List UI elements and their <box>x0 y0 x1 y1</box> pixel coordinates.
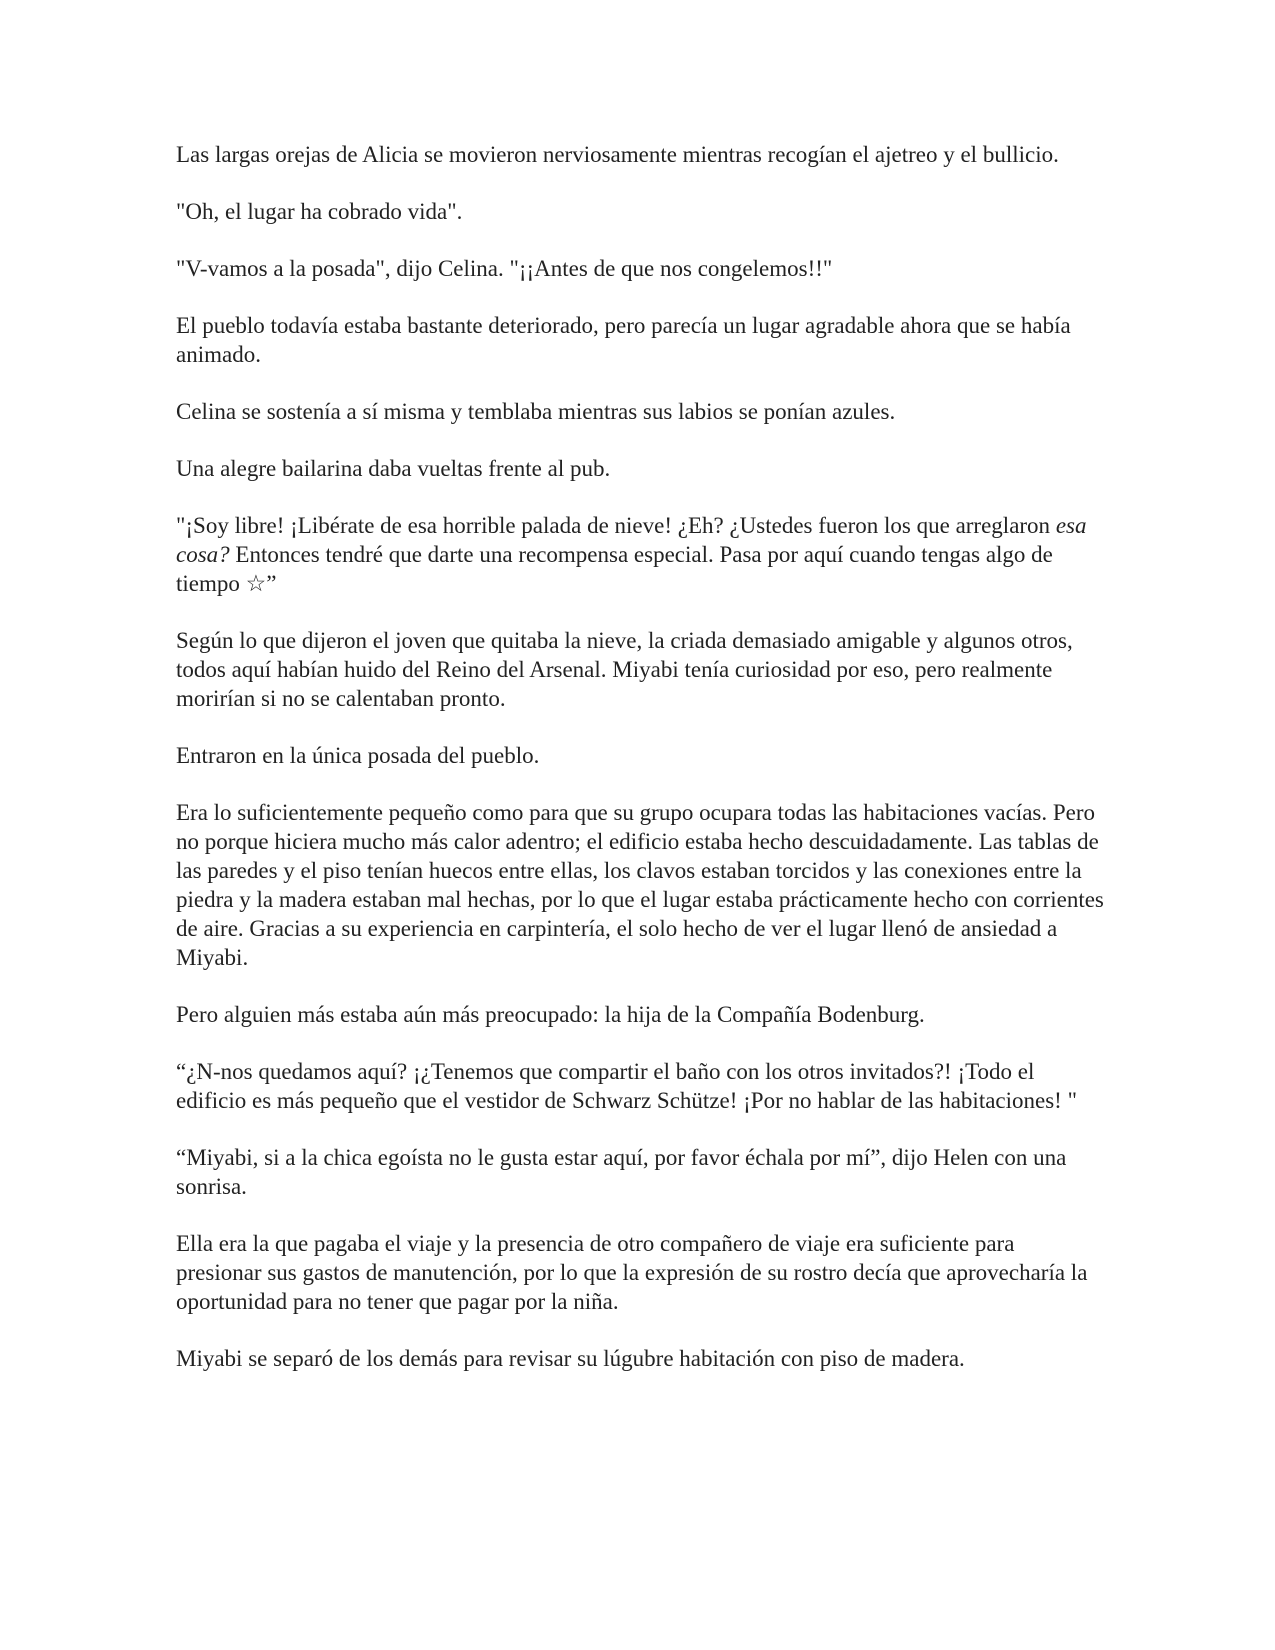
paragraph-13: “Miyabi, si a la chica egoísta no le gusta estar aquí, por favor échala por mí”, dijo Helen con una sonrisa. <box>176 1145 1067 1199</box>
paragraph-1: Las largas orejas de Alicia se movieron nerviosamente mientras recogían el ajetreo y el bullicio. <box>176 142 1059 167</box>
paragraph-12: “¿N-nos quedamos aquí? ¡¿Tenemos que compartir el baño con los otros invitados?! ¡Todo el edificio es más pequeño que el vestidor de Schwarz Schütze! ¡Por no hablar de las habitaciones! " <box>176 1059 1077 1113</box>
paragraph-6: Una alegre bailarina daba vueltas frente al pub. <box>176 456 611 481</box>
paragraph-2: "Oh, el lugar ha cobrado vida". <box>176 199 463 224</box>
paragraph-11: Pero alguien más estaba aún más preocupado: la hija de la Compañía Bodenburg. <box>176 1002 925 1027</box>
paragraph-7-text-before: "¡Soy libre! ¡Libérate de esa horrible palada de nieve! ¿Eh? ¿Ustedes fueron los que arreglaron <box>176 513 1056 538</box>
paragraph-7 <box>176 511 1105 598</box>
paragraph-7-text-after: Entonces tendré que darte una recompensa especial. Pasa por aquí cuando tengas algo de tiempo ☆” <box>176 542 1053 596</box>
paragraph-3: "V-vamos a la posada", dijo Celina. "¡¡Antes de que nos congelemos!!" <box>176 256 833 281</box>
paragraph-10: Era lo suficientemente pequeño como para que su grupo ocupara todas las habitaciones vacías. Pero no porque hiciera mucho más calor adentro; el edificio estaba hecho descuidadamente. Las tablas de las paredes y el piso tenían huecos entre ellas, los clavos estaban torcidos y las conexiones entre la piedra y la madera estaban mal hechas, por lo que el lugar estaba prácticamente hecho con corrientes de aire. Gracias a su experiencia en carpintería, el solo hecho de ver el lugar llenó de ansiedad a Miyabi. <box>176 800 1104 970</box>
paragraph-5: Celina se sostenía a sí misma y temblaba mientras sus labios se ponían azules. <box>176 399 896 424</box>
paragraph-7-italic-text: esa cosa? <box>176 513 1087 567</box>
paragraph-9: Entraron en la única posada del pueblo. <box>176 743 540 768</box>
paragraph-8: Según lo que dijeron el joven que quitaba la nieve, la criada demasiado amigable y algunos otros, todos aquí habían huido del Reino del Arsenal. Miyabi tenía curiosidad por eso, pero realmente morirían si no se calentaban pronto. <box>176 628 1073 711</box>
paragraph-4: El pueblo todavía estaba bastante deteriorado, pero parecía un lugar agradable ahora que se había animado. <box>176 313 1071 367</box>
paragraph-15: Miyabi se separó de los demás para revisar su lúgubre habitación con piso de madera. <box>176 1346 965 1371</box>
paragraph-14: Ella era la que pagaba el viaje y la presencia de otro compañero de viaje era suficiente para presionar sus gastos de manutención, por lo que la expresión de su rostro decía que aprovecharía la oportunidad para no tener que pagar por la niña. <box>176 1231 1088 1314</box>
